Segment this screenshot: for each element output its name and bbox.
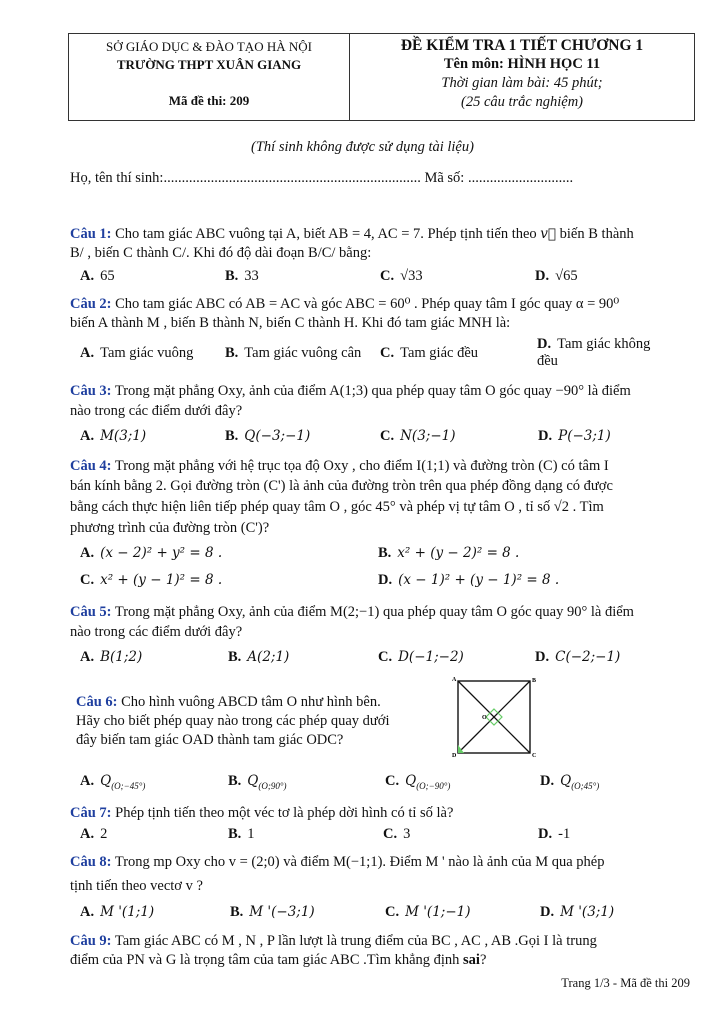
option-subscript: (O;90°) bbox=[258, 780, 287, 791]
option-text: M '(1;−1) bbox=[405, 904, 471, 920]
option-label: A. bbox=[80, 904, 95, 920]
option-text: Q bbox=[405, 773, 417, 789]
option-text: Q bbox=[247, 773, 259, 789]
q5-option-c[interactable] bbox=[378, 649, 464, 666]
q9-line-2 bbox=[70, 952, 695, 969]
option-text: (x − 1)² + (y − 1)² = 8 . bbox=[398, 572, 560, 588]
option-text: 2 bbox=[100, 826, 108, 842]
square-abcd-figure bbox=[452, 677, 537, 759]
q5-option-b[interactable] bbox=[228, 649, 289, 666]
q2-text-1: Cho tam giác ABC có AB = AC và góc ABC = 60⁰ . Phép quay tâm I góc quay α = 90⁰ bbox=[115, 296, 620, 312]
option-text: x² + (y − 2)² = 8 . bbox=[397, 545, 520, 561]
option-label: C. bbox=[380, 345, 395, 361]
exam-title: ĐỀ KIỂM TRA 1 TIẾT CHƯƠNG 1 bbox=[400, 37, 644, 54]
q2-options bbox=[80, 336, 700, 369]
option-text: 33 bbox=[244, 268, 259, 284]
option-label: C. bbox=[380, 428, 395, 444]
option-text: 1 bbox=[247, 826, 255, 842]
q7-option-c[interactable] bbox=[383, 826, 410, 843]
time-limit: Thời gian làm bài: 45 phút; bbox=[441, 75, 603, 91]
q9-text-1: Tam giác ABC có M , N , P lần lượt là trung điểm của BC , AC , AB .Gọi I là trung bbox=[114, 933, 597, 949]
option-subscript: (O;−45°) bbox=[111, 780, 146, 791]
q5-text-1: Trong mặt phẳng Oxy, ảnh của điểm M(2;−1) qua phép quay tâm O góc quay 90° là điểm bbox=[114, 604, 634, 620]
q7-option-b[interactable] bbox=[228, 826, 255, 843]
option-label: D. bbox=[378, 572, 393, 588]
option-label: D. bbox=[538, 826, 553, 842]
q2-line-2: biến A thành M , biến B thành N, biến C thành H. Khi đó tam giác MNH là: bbox=[70, 315, 511, 331]
option-label: C. bbox=[383, 826, 398, 842]
q6-number: Câu 6: bbox=[76, 694, 118, 710]
q6-line-1 bbox=[76, 694, 695, 711]
question-count: (25 câu trắc nghiệm) bbox=[460, 94, 583, 110]
option-label: B. bbox=[225, 345, 239, 361]
q3-option-d[interactable] bbox=[538, 428, 611, 445]
option-text: M(3;1) bbox=[100, 428, 147, 444]
option-subscript: (O;45°) bbox=[571, 780, 600, 791]
q8-line-1 bbox=[70, 854, 695, 871]
option-label: A. bbox=[80, 545, 95, 561]
option-text: C(−2;−1) bbox=[555, 649, 621, 665]
q6-option-a[interactable] bbox=[80, 773, 145, 791]
q6-option-c[interactable] bbox=[385, 773, 450, 791]
option-label: B. bbox=[225, 268, 239, 284]
q3-options bbox=[80, 428, 700, 448]
option-text: Tam giác vuông bbox=[100, 345, 194, 361]
q2-option-c[interactable] bbox=[380, 345, 478, 362]
vertex-a-label: A bbox=[452, 677, 457, 683]
q1-option-d[interactable] bbox=[535, 268, 578, 285]
q1-line-2: B/ , biến C thành C/. Khi đó độ dài đoạn B/C/ bằng: bbox=[70, 245, 372, 261]
q3-line-2: nào trong các điểm dưới đây? bbox=[70, 403, 243, 419]
q5-option-d[interactable] bbox=[535, 649, 620, 666]
q1-options bbox=[80, 268, 700, 288]
q7-option-d[interactable] bbox=[538, 826, 570, 843]
page-footer: Trang 1/3 - Mã đề thi 209 bbox=[561, 976, 690, 990]
q6-line-2: Hãy cho biết phép quay nào trong các phép quay dưới bbox=[76, 713, 390, 729]
q6-option-d[interactable] bbox=[540, 773, 599, 791]
center-o-label: O bbox=[482, 715, 487, 721]
option-text: Q(−3;−1) bbox=[244, 428, 311, 444]
q8-line-2: tịnh tiến theo vectơ v ? bbox=[70, 878, 203, 894]
q4-line-1 bbox=[70, 458, 695, 475]
option-label: A. bbox=[80, 826, 95, 842]
q1-line-1 bbox=[70, 226, 695, 243]
q5-number: Câu 5: bbox=[70, 604, 112, 620]
option-text: x² + (y − 1)² = 8 . bbox=[100, 572, 223, 588]
option-text: A(2;1) bbox=[247, 649, 290, 665]
q3-option-a[interactable] bbox=[80, 428, 146, 445]
q4-line-4: phương trình của đường tròn (C')? bbox=[70, 520, 270, 536]
header-left bbox=[69, 34, 350, 120]
option-text: Tam giác vuông cân bbox=[244, 345, 362, 361]
exam-header bbox=[68, 33, 695, 121]
exam-code: Mã đề thi: 209 bbox=[168, 93, 250, 108]
q7-text-1: Phép tịnh tiến theo một véc tơ là phép dời hình có tỉ số là? bbox=[115, 805, 454, 821]
q3-number: Câu 3: bbox=[70, 383, 112, 399]
q8-option-a[interactable] bbox=[80, 904, 154, 921]
option-text: -1 bbox=[558, 826, 571, 842]
q8-number: Câu 8: bbox=[70, 854, 112, 870]
vertex-b-label: B bbox=[532, 678, 537, 684]
q4-option-b[interactable] bbox=[378, 545, 519, 562]
q2-option-a[interactable] bbox=[80, 345, 193, 362]
option-text-cont: đều bbox=[537, 353, 558, 369]
header-right bbox=[350, 34, 694, 120]
option-label: C. bbox=[385, 904, 400, 920]
q7-number: Câu 7: bbox=[70, 805, 112, 821]
option-text: P(−3;1) bbox=[558, 428, 611, 444]
option-text: Tam giác đều bbox=[400, 345, 479, 361]
q4-text-1: Trong mặt phẳng với hệ trục tọa độ Oxy , cho điểm I(1;1) và đường tròn (C) có tâm I bbox=[114, 458, 609, 474]
vector-v-symbol: v⃗ bbox=[540, 226, 557, 242]
option-label: B. bbox=[228, 826, 242, 842]
q2-line-1 bbox=[70, 296, 695, 313]
option-label: C. bbox=[380, 268, 395, 284]
q8-text-1: Trong mp Oxy cho v = (2;0) và điểm M(−1;1). Điểm M ' nào là ảnh của M qua phép bbox=[114, 854, 605, 870]
q9-emphasis: sai bbox=[463, 952, 480, 968]
option-text: B(1;2) bbox=[100, 649, 143, 665]
q4-options-row2 bbox=[80, 572, 700, 592]
option-label: A. bbox=[80, 649, 95, 665]
subject-name: Tên môn: HÌNH HỌC 11 bbox=[443, 56, 601, 72]
option-text: N(3;−1) bbox=[400, 428, 456, 444]
option-text: M '(3;1) bbox=[560, 904, 615, 920]
option-label: D. bbox=[535, 649, 550, 665]
option-text: √33 bbox=[400, 268, 423, 284]
q1-option-c[interactable] bbox=[380, 268, 423, 285]
option-label: D. bbox=[538, 428, 553, 444]
q9-text-2: điểm của PN và G là trọng tâm của tam giác ABC .Tìm khẳng định bbox=[70, 952, 460, 968]
option-label: D. bbox=[537, 336, 552, 352]
q7-options bbox=[80, 826, 700, 846]
q5-line-2: nào trong các điểm dưới đây? bbox=[70, 624, 243, 640]
option-text: D(−1;−2) bbox=[398, 649, 464, 665]
option-text: Tam giác không bbox=[557, 336, 651, 352]
q2-option-d[interactable] bbox=[537, 336, 650, 370]
q4-option-a[interactable] bbox=[80, 545, 222, 562]
option-label: D. bbox=[540, 773, 555, 789]
q5-options bbox=[80, 649, 700, 669]
option-label: B. bbox=[228, 773, 242, 789]
q1-option-a[interactable] bbox=[80, 268, 115, 285]
option-text: Q bbox=[100, 773, 112, 789]
option-text: 65 bbox=[100, 268, 115, 284]
corner-angle-marker bbox=[458, 745, 464, 753]
q6-line-3: đây biến tam giác OAD thành tam giác ODC? bbox=[76, 732, 344, 748]
option-label: B. bbox=[225, 428, 239, 444]
option-text: M '(−3;1) bbox=[249, 904, 315, 920]
q9-number: Câu 9: bbox=[70, 933, 112, 949]
q2-number: Câu 2: bbox=[70, 296, 112, 312]
dept-name: SỞ GIÁO DỤC & ĐÀO TẠO HÀ NỘI bbox=[106, 39, 312, 54]
q7-line-1 bbox=[70, 805, 695, 822]
q5-line-1 bbox=[70, 604, 695, 621]
option-label: A. bbox=[80, 345, 95, 361]
option-label: B. bbox=[228, 649, 242, 665]
q4-options-row1 bbox=[80, 545, 700, 565]
q1-text-1b: biến B thành bbox=[559, 226, 634, 242]
q8-option-d[interactable] bbox=[540, 904, 614, 921]
vertex-c-label: C bbox=[532, 753, 537, 759]
q1-text-1: Cho tam giác ABC vuông tại A, biết AB = 4, AC = 7. Phép tịnh tiến theo bbox=[115, 226, 537, 242]
option-subscript: (O;−90°) bbox=[416, 780, 451, 791]
q8-options bbox=[80, 904, 700, 924]
option-label: C. bbox=[80, 572, 95, 588]
option-label: A. bbox=[80, 773, 95, 789]
q8-option-b[interactable] bbox=[230, 904, 315, 921]
q4-option-d[interactable] bbox=[378, 572, 559, 589]
q7-option-a[interactable] bbox=[80, 826, 107, 843]
vertex-d-label: D bbox=[452, 753, 457, 759]
option-text: (x − 2)² + y² = 8 . bbox=[100, 545, 223, 561]
option-text: √65 bbox=[555, 268, 578, 284]
q4-line-3: bằng cách thực hiện liên tiếp phép quay tâm O , góc 45° và phép vị tự tâm O , tỉ số √2 . Tìm bbox=[70, 499, 604, 515]
option-label: A. bbox=[80, 428, 95, 444]
option-label: C. bbox=[378, 649, 393, 665]
q6-text-1: Cho hình vuông ABCD tâm O như hình bên. bbox=[121, 694, 381, 710]
option-text: M '(1;1) bbox=[100, 904, 155, 920]
q6-options bbox=[80, 773, 700, 793]
q9-text-2c: ? bbox=[479, 952, 487, 968]
q1-option-b[interactable] bbox=[225, 268, 259, 285]
option-label: A. bbox=[80, 268, 95, 284]
q3-option-c[interactable] bbox=[380, 428, 456, 445]
q2-option-b[interactable] bbox=[225, 345, 361, 362]
school-name: TRƯỜNG THPT XUÂN GIANG bbox=[116, 57, 302, 72]
option-label: D. bbox=[535, 268, 550, 284]
q1-number: Câu 1: bbox=[70, 226, 112, 242]
option-text: 3 bbox=[403, 826, 411, 842]
q8-option-c[interactable] bbox=[385, 904, 471, 921]
student-info-line: Họ, tên thí sinh:....................................................................... Mã số: ............................. bbox=[70, 170, 574, 186]
option-label: C. bbox=[385, 773, 400, 789]
q9-line-1 bbox=[70, 933, 695, 950]
option-label: B. bbox=[230, 904, 244, 920]
q4-option-c[interactable] bbox=[80, 572, 222, 589]
option-label: D. bbox=[540, 904, 555, 920]
q6-option-b[interactable] bbox=[228, 773, 286, 791]
exam-note: (Thí sinh không được sử dụng tài liệu) bbox=[251, 139, 474, 155]
q3-option-b[interactable] bbox=[225, 428, 310, 445]
q3-text-1: Trong mặt phẳng Oxy, ảnh của điểm A(1;3) qua phép quay tâm O góc quay −90° là điểm bbox=[114, 383, 631, 399]
option-text: Q bbox=[560, 773, 572, 789]
q3-line-1 bbox=[70, 383, 695, 400]
option-label: B. bbox=[378, 545, 392, 561]
q4-line-2: bán kính bằng 2. Gọi đường tròn (C') là ảnh của đường tròn trên qua phép đồng dạng có được bbox=[70, 478, 613, 494]
q4-number: Câu 4: bbox=[70, 458, 112, 474]
q5-option-a[interactable] bbox=[80, 649, 142, 666]
